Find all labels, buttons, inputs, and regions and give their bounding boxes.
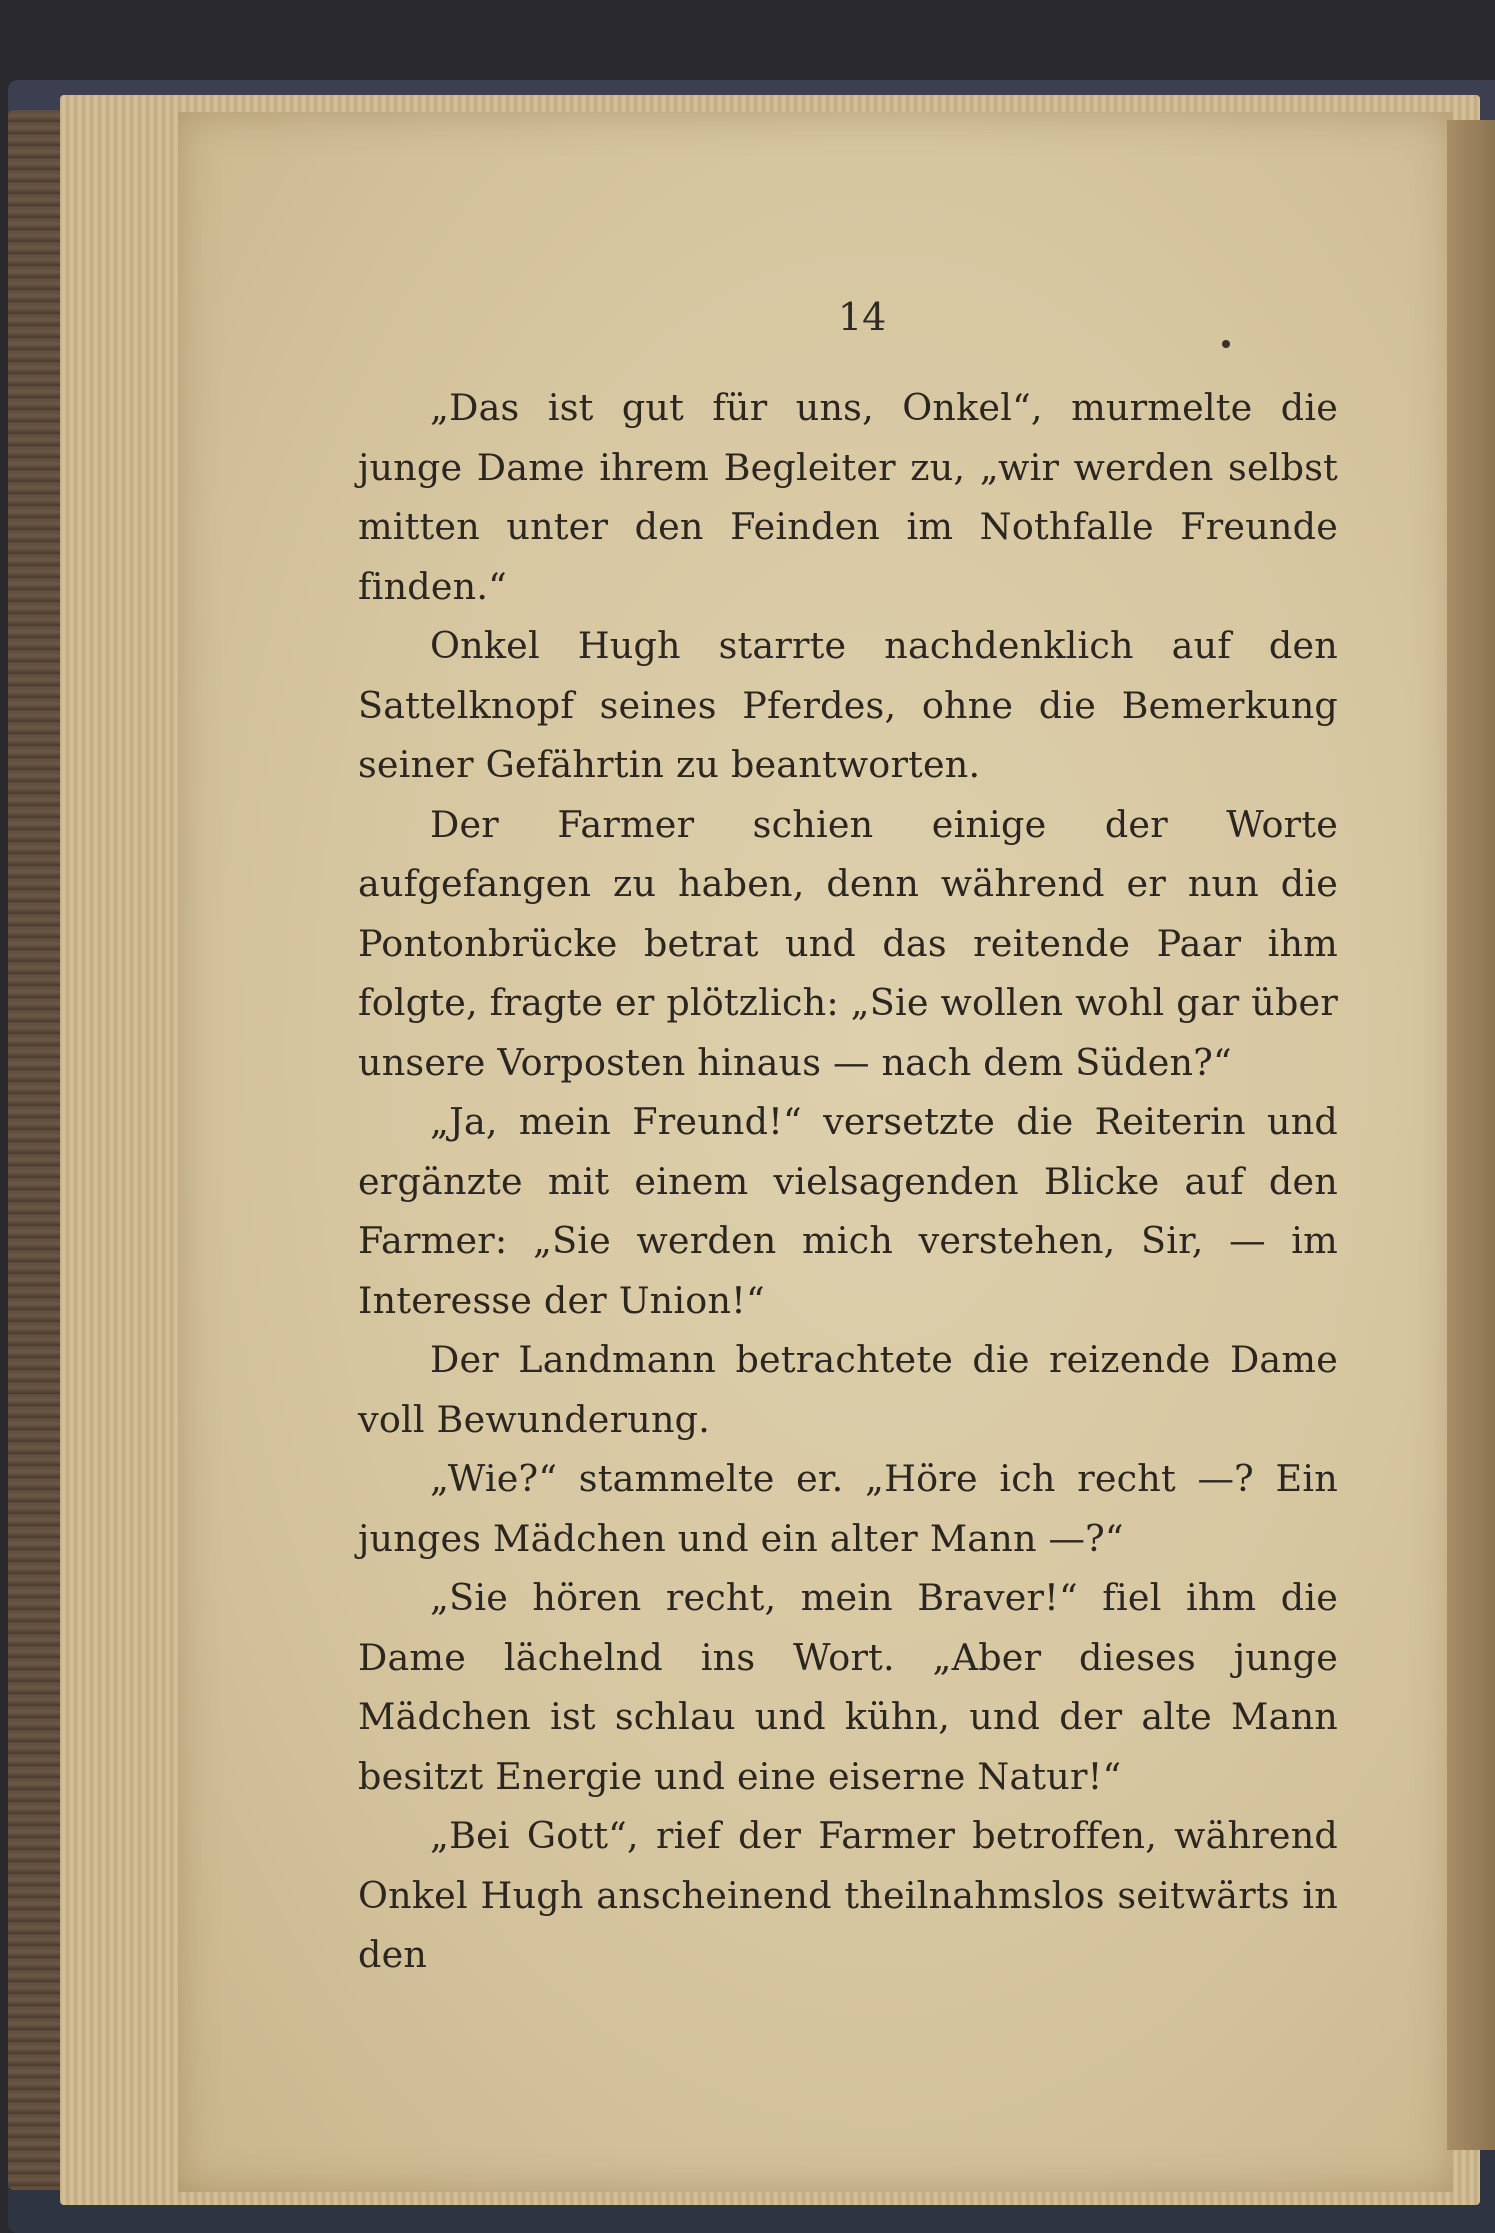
paragraph: „Ja, mein Freund!“ versetzte die Reiterin und ergänzte mit einem vielsagenden Blicke auf den Farmer: „Sie werden mich verstehen, Sir, — im Interesse der Union!“ xyxy=(358,1100,1338,1322)
page-number: 14 xyxy=(838,295,887,339)
page-body-text xyxy=(358,378,1338,1985)
book-spine xyxy=(8,110,68,2190)
paragraph: Der Landmann betrachtete die reizende Dame voll Bewunderung. xyxy=(358,1338,1338,1441)
paragraph: Onkel Hugh starrte nachdenklich auf den Sattelknopf seines Pferdes, ohne die Bemerkung seiner Gefährtin zu beantworten. xyxy=(358,624,1338,786)
page-edge-right xyxy=(1447,120,1495,2150)
paragraph: „Wie?“ stammelte er. „Höre ich recht —? Ein junges Mädchen und ein alter Mann —?“ xyxy=(358,1457,1338,1560)
paragraph: „Bei Gott“, rief der Farmer betroffen, während Onkel Hugh anscheinend theilnahmslos seitwärts in den xyxy=(358,1814,1338,1976)
paragraph: Der Farmer schien einige der Worte aufgefangen zu haben, denn während er nun die Pontonbrücke betrat und das reitende Paar ihm folgte, fragte er plötzlich: „Sie wollen wohl gar über unsere Vorposten hinaus — nach dem Süden?“ xyxy=(358,802,1338,1084)
paragraph: „Das ist gut für uns, Onkel“, murmelte die junge Dame ihrem Begleiter zu, „wir werden selbst mitten unter den Feinden im Nothfalle Freunde finden.“ xyxy=(358,386,1338,608)
ink-mark xyxy=(1222,340,1230,348)
paragraph: „Sie hören recht, mein Braver!“ fiel ihm die Dame lächelnd ins Wort. „Aber dieses junge Mädchen ist schlau und kühn, und der alte Mann besitzt Energie und eine eiserne Natur!“ xyxy=(358,1576,1338,1798)
